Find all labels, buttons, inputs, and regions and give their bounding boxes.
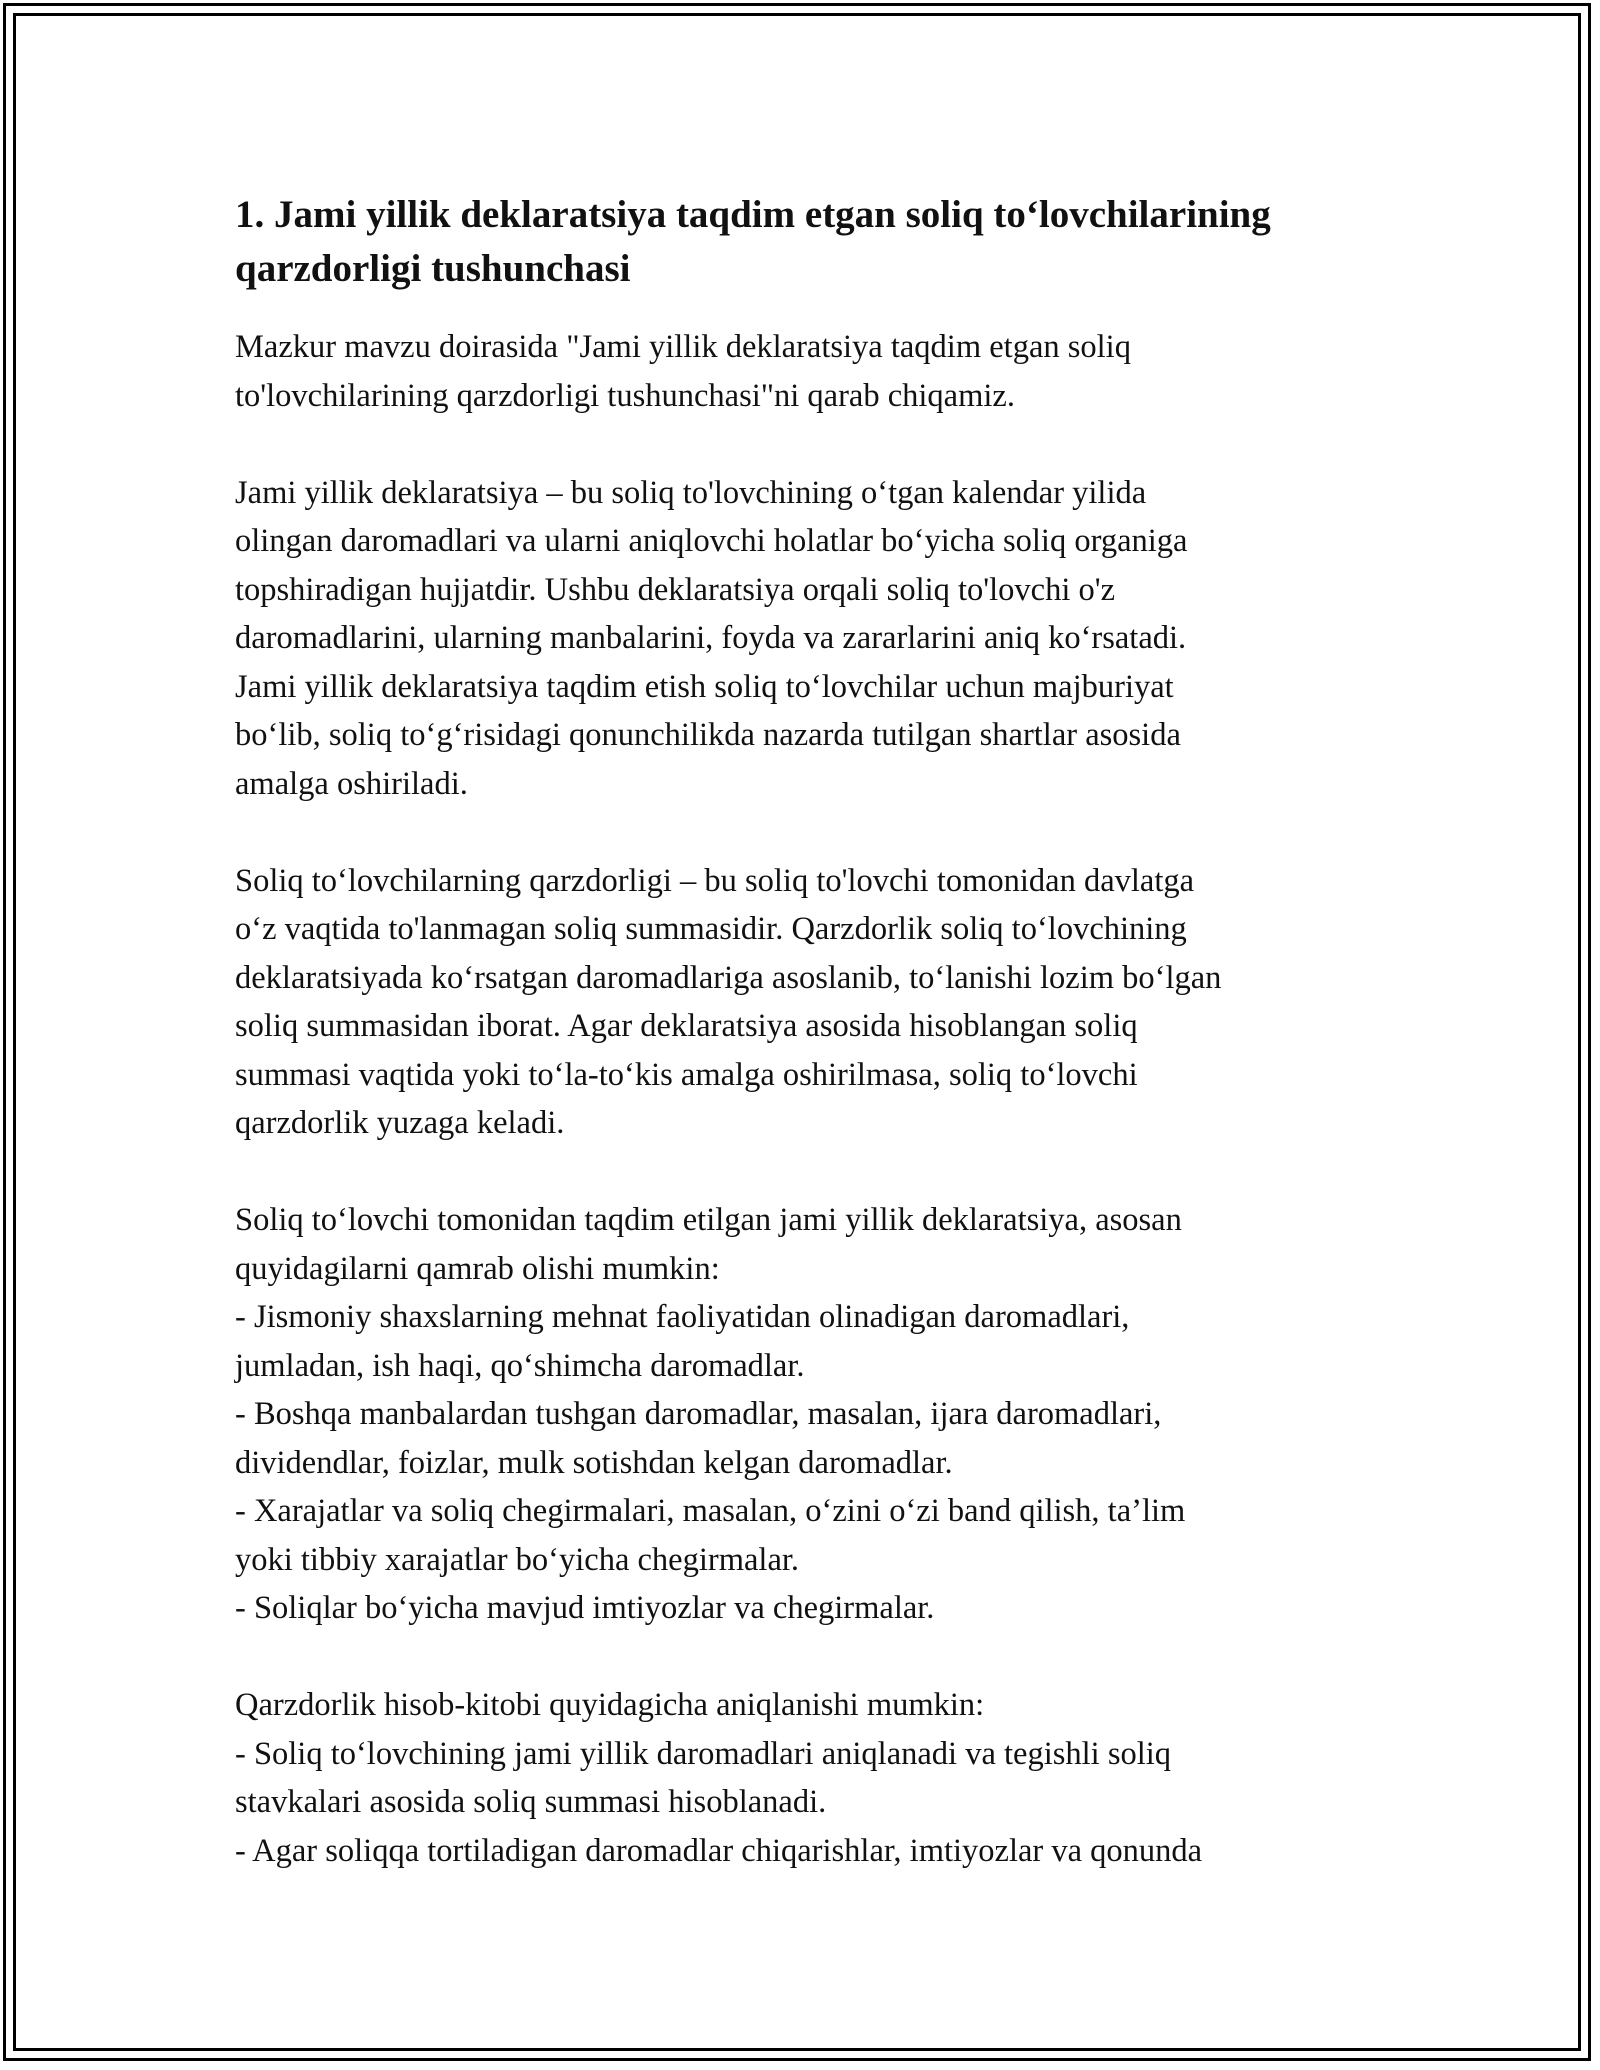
list-item-line: jumladan, ish haqi, qo‘shimcha daromadlar. [235, 1347, 805, 1384]
list-item-line: yoki tibbiy xarajatlar bo‘yicha chegirmalar. [235, 1541, 800, 1578]
text-line: soliq summasidan iborat. Agar deklaratsiya asosida hisoblangan soliq [235, 1008, 1138, 1044]
text-line: Mazkur mavzu doirasida "Jami yillik deklaratsiya taqdim etgan soliq [235, 329, 1131, 365]
list-item-line: - Jismoniy shaxslarning mehnat faoliyatidan olinadigan daromadlari, [235, 1299, 1130, 1335]
list-item-line: dividendlar, foizlar, mulk sotishdan kelgan daromadlar. [235, 1444, 953, 1481]
text-line: bo‘lib, soliq to‘g‘risidagi qonunchilikda nazarda tutilgan shartlar asosida [235, 717, 1181, 753]
list-item-line: - Xarajatlar va soliq chegirmalari, masalan, o‘zini o‘zi band qilish, ta’lim [235, 1493, 1186, 1529]
document-body [235, 188, 1365, 1875]
list-item-line: stavkalari asosida soliq summasi hisoblanadi. [235, 1784, 827, 1820]
paragraph-gap [235, 808, 1365, 857]
heading-line: 1. Jami yillik deklaratsiya taqdim etgan soliq to‘lovchilarining [235, 193, 1271, 236]
text-line: Soliq to‘lovchi tomonidan taqdim etilgan jami yillik deklaratsiya, asosan [235, 1202, 1182, 1238]
text-line: Soliq to‘lovchilarning qarzdorligi – bu soliq to'lovchi tomonidan davlatga [235, 862, 1195, 899]
section-heading [235, 188, 1365, 296]
list-item-line: - Boshqa manbalardan tushgan daromadlar, masalan, ijara daromadlari, [235, 1396, 1162, 1432]
paragraph-declaration-definition [235, 469, 1365, 809]
text-line: summasi vaqtida yoki to‘la-to‘kis amalga oshirilmasa, soliq to‘lovchi [235, 1056, 1138, 1093]
heading-line: qarzdorligi tushunchasi [235, 247, 631, 290]
text-line: o‘z vaqtida to'lanmagan soliq summasidir. Qarzdorlik soliq to‘lovchining [235, 911, 1187, 947]
list-item-line: - Agar soliqqa tortiladigan daromadlar chiqarishlar, imtiyozlar va qonunda [235, 1832, 1203, 1869]
list-item-line: - Soliqlar bo‘yicha mavjud imtiyozlar va chegirmalar. [235, 1590, 935, 1626]
text-line: olingan daromadlari va ularni aniqlovchi holatlar bo‘yicha soliq organiga [235, 523, 1188, 559]
paragraph-gap [235, 1633, 1365, 1682]
text-line: topshiradigan hujjatdir. Ushbu deklaratsiya orqali soliq to'lovchi o'z [235, 571, 1116, 608]
text-line: Jami yillik deklaratsiya – bu soliq to'lovchining o‘tgan kalendar yilida [235, 474, 1147, 511]
paragraph-intro [235, 323, 1365, 420]
paragraph-debt-calculation [235, 1681, 1365, 1875]
list-item-line: - Soliq to‘lovchining jami yillik daromadlari aniqlanadi va tegishli soliq [235, 1735, 1172, 1772]
paragraph-gap [235, 1148, 1365, 1197]
paragraph-gap [235, 420, 1365, 469]
text-line: quyidagilarni qamrab olishi mumkin: [235, 1250, 720, 1287]
text-line: to'lovchilarining qarzdorligi tushunchasi"ni qarab chiqamiz. [235, 377, 1015, 414]
paragraph-debt-definition [235, 857, 1365, 1148]
text-line: qarzdorlik yuzaga keladi. [235, 1105, 565, 1141]
text-line: amalga oshiriladi. [235, 765, 468, 802]
text-line: daromadlarini, ularning manbalarini, foyda va zararlarini aniq ko‘rsatadi. [235, 620, 1187, 656]
text-line: Qarzdorlik hisob-kitobi quyidagicha aniqlanishi mumkin: [235, 1687, 985, 1723]
text-line: deklaratsiyada ko‘rsatgan daromadlariga asoslanib, to‘lanishi lozim bo‘lgan [235, 959, 1222, 996]
text-line: Jami yillik deklaratsiya taqdim etish soliq to‘lovchilar uchun majburiyat [235, 668, 1174, 705]
paragraph-declaration-contents [235, 1196, 1365, 1633]
